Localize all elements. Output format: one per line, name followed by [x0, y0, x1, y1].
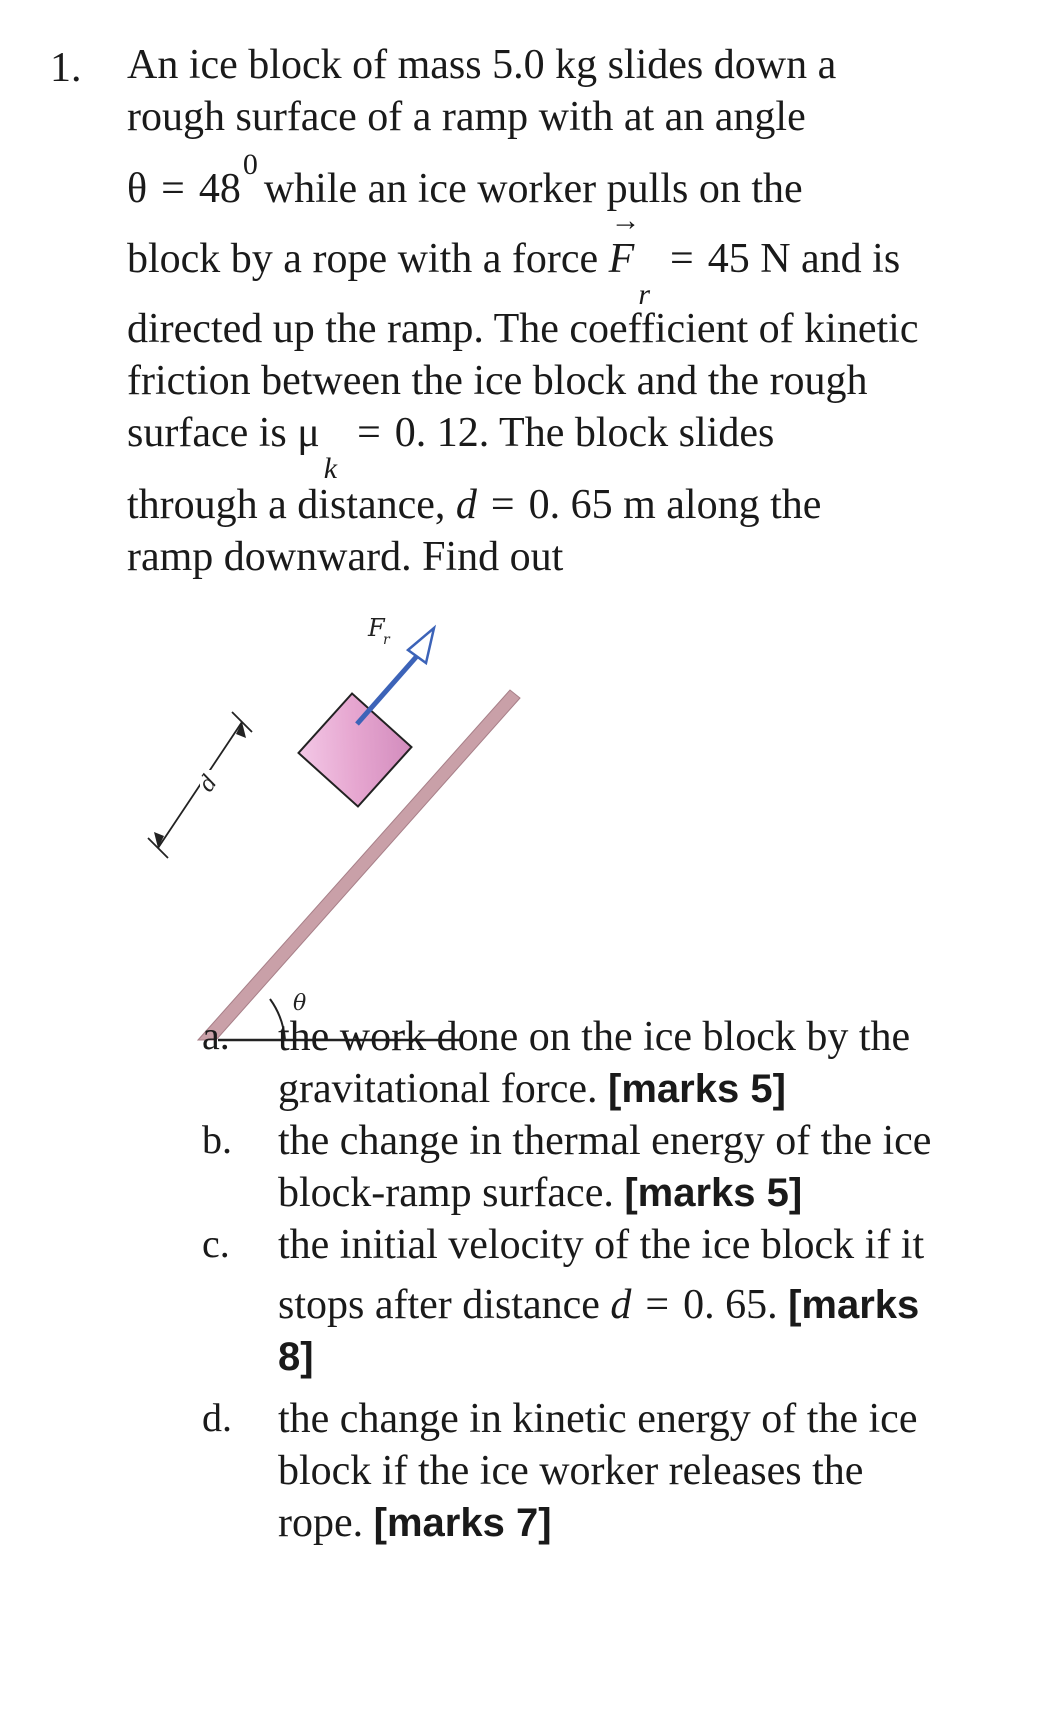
statement-line-9: ramp downward. Find out — [127, 534, 564, 580]
distance-text: through a distance, — [127, 482, 446, 528]
distance-symbol: d — [610, 1282, 632, 1328]
part-c-line-3 — [278, 1336, 314, 1378]
part-b-line-1: the change in thermal energy of the ice — [278, 1118, 932, 1164]
part-c-value: 0. 65. — [683, 1282, 778, 1328]
force-label-subscript: r — [383, 632, 390, 648]
part-d-label: d. — [202, 1395, 232, 1440]
part-b-marks: [marks 5] — [624, 1171, 803, 1215]
part-d-line-2: block if the ice worker releases the — [278, 1448, 864, 1494]
statement-line-4 — [127, 204, 901, 311]
statement-line-1: An ice block of mass 5.0 kg slides down a — [127, 42, 837, 88]
force-vector — [608, 204, 641, 282]
equals-sign: = — [357, 410, 381, 456]
mu-subscript: k — [323, 452, 338, 485]
degree-superscript: 0 — [242, 148, 258, 181]
statement-line-8 — [127, 484, 821, 526]
mu-text: surface is μ — [127, 410, 320, 456]
force-symbol: F — [608, 236, 635, 282]
part-a-text: gravitational force. — [278, 1066, 598, 1112]
ramp-figure — [140, 614, 560, 1060]
statement-line-5: directed up the ramp. The coefficient of kinetic — [127, 306, 919, 352]
part-c-label: c. — [202, 1221, 230, 1266]
theta-symbol: θ — [127, 166, 148, 212]
angle-value: 48 — [198, 166, 241, 212]
statement-line-3 — [127, 148, 803, 212]
part-b-text: block-ramp surface. — [278, 1170, 614, 1216]
part-c-line-1: the initial velocity of the ice block if it — [278, 1222, 925, 1268]
equals-sign: = — [645, 1282, 670, 1328]
question-number: 1. — [50, 45, 82, 91]
force-arrowhead-icon — [408, 628, 434, 663]
part-d-line-1: the change in kinetic energy of the ice — [278, 1396, 918, 1442]
part-c-text: stops after distance — [278, 1282, 600, 1328]
force-label: F — [368, 614, 385, 642]
part-d-line-3 — [278, 1502, 552, 1544]
part-a-line-1: the work done on the ice block by the — [278, 1014, 911, 1060]
statement-line-6: friction between the ice block and the rough — [127, 358, 868, 404]
equals-sign: = — [490, 482, 515, 528]
part-b-label: b. — [202, 1117, 232, 1162]
part-d-marks: [marks 7] — [373, 1501, 552, 1545]
vector-arrow-icon: → — [610, 204, 641, 237]
part-a-marks: [marks 5] — [608, 1067, 786, 1111]
part-c-line-2 — [278, 1284, 919, 1326]
mu-value-text: 0. 12. The block slides — [394, 410, 775, 456]
part-d-text: rope. — [278, 1500, 364, 1546]
distance-value-text: 0. 65 m along the — [528, 482, 822, 528]
part-c-marks-end: 8] — [278, 1335, 314, 1379]
part-b-line-2 — [278, 1172, 802, 1214]
block-body — [299, 694, 412, 807]
part-a-label: a. — [202, 1013, 230, 1058]
force-value-text: 45 N and is — [707, 236, 901, 282]
part-c-marks: [marks — [788, 1283, 920, 1327]
force-subscript: r — [638, 278, 650, 311]
part-a-line-2 — [278, 1068, 786, 1110]
statement-line-7 — [127, 410, 775, 485]
force-text: block by a rope with a force — [127, 236, 599, 282]
rope-force — [357, 656, 417, 724]
statement-line-2: rough surface of a ramp with at an angle — [127, 94, 806, 140]
equals-sign: = — [670, 236, 694, 282]
angle-label: θ — [293, 991, 307, 1016]
ramp-diagram — [140, 614, 560, 1060]
distance-label: d — [194, 770, 223, 797]
angle-arc — [270, 999, 285, 1040]
equals-sign: = — [161, 166, 185, 212]
distance-symbol: d — [455, 482, 477, 528]
ice-block — [299, 694, 412, 807]
statement-line-3-rest: while an ice worker pulls on the — [263, 166, 803, 212]
